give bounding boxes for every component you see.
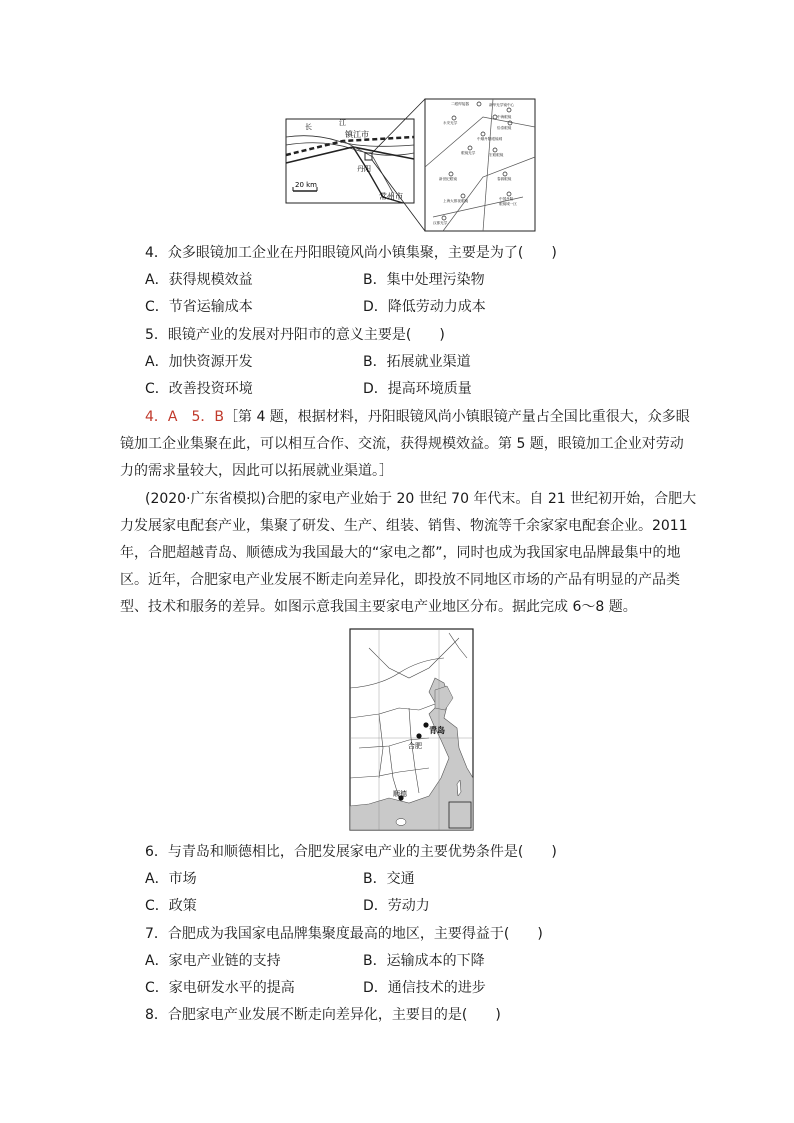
inset-label-3: 中海眼镜 [497,115,512,119]
inset-label-12: 中国丹阳 [499,197,514,201]
inset-label-14: 汉都光学 [433,221,448,225]
q4-option-a: A．获得规模效益 [145,272,253,288]
inset-label-10: 春源眼镜 [497,177,512,181]
answer-45-text1: ［第 4 题，根据材料，丹阳眼镜风尚小镇眼镜产量占全国比重很大，众多眼 [224,409,690,425]
inset-label-4: 永安光学 [443,121,458,125]
city-label-qingdao: 青岛 [429,726,445,735]
passage-line3: 年，合肥超越青岛、顺德成为我国最大的“家电之都”，同时也成为我国家电品牌最集中的地 [120,545,681,561]
passage-line4: 区。近年，合肥家电产业发展不断走向差异化，即投放不同地区市场的产品有明显的产品类 [120,572,680,588]
danyang-map [283,97,538,233]
q6-option-c: C．政策 [145,898,197,914]
inset-label-9: 新世纪眼镜 [439,177,457,181]
danyang-map-figure [283,97,538,233]
q4-option-d: D．降低劳动力成本 [363,299,486,315]
city-label-hefei: 合肥 [408,742,422,750]
answer-45-key: 4．A 5．B [145,409,224,425]
map1-label-chang: 长 [305,123,312,131]
inset-label-5: 恰泰眼镜 [497,126,512,130]
map1-label-danyang: 丹阳 [357,165,371,173]
q6-option-b: B．交通 [363,871,415,887]
city-label-shunde: 顺德 [393,790,407,798]
inset-label-11: 上海大都视眼镜 [443,199,469,203]
q7-option-b: B．运输成本的下降 [363,953,485,969]
inset-label-1: 二眼焊接器 [451,102,469,106]
passage-line2: 力发展家电配套产业，集聚了研发、生产、组装、销售、物流等千余家家电配套企业。2011 [120,518,688,534]
map1-label-jiang: 江 [339,119,346,127]
q5-option-a: A．加快资源开发 [145,354,253,370]
q6-option-a: A．市场 [145,871,197,887]
answer-45-line1 [145,407,690,427]
passage-line1: (2020·广东省模拟)合肥的家电产业始于 20 世纪 70 年代末。自 21 世纪初开始，合肥大 [145,491,697,507]
map1-scale-label: 20 km [295,181,318,189]
q7-option-c: C．家电研发水平的提高 [145,980,295,996]
passage-line5: 型、技术和服务的差异。如图示意我国主要家电产业地区分布。据此完成 6～8 题。 [120,599,637,615]
inset-label-7: 眼镜光学 [461,151,476,155]
china-map [349,628,474,831]
q6-stem: 6．与青岛和顺德相比，合肥发展家电产业的主要优势条件是( ) [145,844,557,860]
q5-option-d: D．提高环境质量 [363,381,472,397]
q5-option-c: C．改善投资环境 [145,381,253,397]
inset-label-6: 中顺丹阳眼镜城 [477,137,503,141]
china-map-figure [349,628,474,831]
q5-stem: 5．眼镜产业的发展对丹阳市的意义主要是( ) [145,327,445,343]
q6-option-d: D．劳动力 [363,898,430,914]
answer-45-line3: 力的需求量较大，因此可以拓展就业渠道。］ [120,463,393,479]
inset-label-8: 宏聪眼镜 [489,153,504,157]
inset-label-13: 眼镜城一区 [499,202,517,206]
inset-label-2: 新华光学镜中心 [489,103,515,107]
q4-stem: 4．众多眼镜加工企业在丹阳眼镜风尚小镇集聚，主要是为了( ) [145,245,557,261]
q7-stem: 7．合肥成为我国家电品牌集聚度最高的地区，主要得益于( ) [145,926,543,942]
map1-label-changzhou: 常州市 [379,192,403,201]
q4-option-c: C．节省运输成本 [145,299,253,315]
q4-option-b: B．集中处理污染物 [363,272,485,288]
map1-label-zhenjiang: 镇江市 [345,130,369,139]
q7-option-a: A．家电产业链的支持 [145,953,281,969]
q5-option-b: B．拓展就业渠道 [363,354,471,370]
answer-45-line2: 镜加工企业集聚在此，可以相互合作、交流，获得规模效益。第 5 题，眼镜加工企业对劳动 [120,436,684,452]
q8-stem: 8．合肥家电产业发展不断走向差异化，主要目的是( ) [145,1007,501,1023]
q7-option-d: D．通信技术的进步 [363,980,486,996]
